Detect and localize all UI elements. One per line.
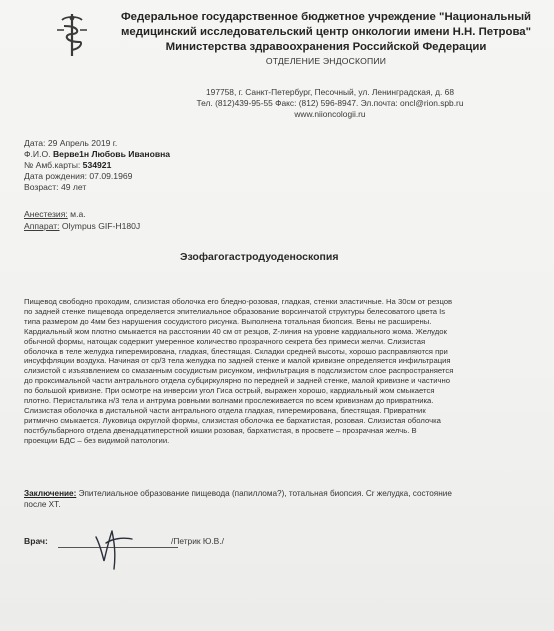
findings-line: типа размером до 4мм без нарушения сосудистого рисунка. Выполнена тотальная биопсия. Вены не расширены. [24,316,432,326]
name-value: Верве1н Любовь Ивановна [52,149,171,159]
device-row [24,221,140,233]
conclusion-text: Эпителиальное образование пищевода (папиллома?), тотальная биопсия. Cr желудка, состояние [78,489,452,498]
phone-line: Тел. (812)439-95-55 Факс: (812) 596-8947. Эл.почта: oncl@rion.spb.ru [196,98,464,108]
date-label: Дата: [24,138,46,148]
doctor-label: Врач: [24,536,48,546]
doctor-signature-block [24,531,284,579]
card-value: 534921 [82,160,112,170]
org-name-line: медицинский исследовательский центр онкологии имени Н.Н. Петрова" [120,26,532,38]
anesthesia-value: м.а. [70,209,86,219]
anesthesia-row [24,209,140,221]
name-label: Ф.И.О. [24,149,51,159]
findings-line: по задней стенке пищевода определяется эпителиальное образование ворсинчатой структуры белесоватого цвета Is [24,306,446,316]
findings-line: Кардиальный жом плотно смыкается на расстоянии 40 см от резцов, Z-линия на уровне кардиального жома. Желудок [24,326,447,336]
birth-date-row [24,171,170,182]
conclusion-line: после ХТ. [24,499,61,509]
card-number-row [24,160,170,171]
org-ministry-line: Министерства здравоохранения Российской Федерации [165,41,487,53]
findings-line: до проксимальной части антрального отдела субциркулярно по передней и задней стенке, малой кривизне и частично [24,376,451,386]
website-line: www.niioncologii.ru [294,109,366,119]
address-line: 197758, г. Санкт-Петербург, Песочный, ул. Ленинградская, д. 68 [206,87,454,97]
findings-line: по большой кривизне. При осмотре на инверсии угол Гиса острый, выражен хорошо, кардиальный жом смыкается [24,386,435,396]
anesthesia-label: Анестезия: [24,209,68,219]
findings-line: Слизистая оболочка в дистальной части антрального отдела гладкая, гиперемирована, блестящая. Привратник [24,405,426,415]
report-title: Эзофагогастродуоденоскопия [180,251,339,263]
findings-text [24,297,544,446]
findings-line: плотно. Перистальтика н/3 тела и антрума ровными волнами прослеживается по всем кривизнам до привратника. [24,396,434,406]
conclusion-label: Заключение: [24,489,77,498]
letterhead [106,10,546,67]
card-label: № Амб.карты: [24,160,81,170]
date-value: 29 Апрель 2019 г. [47,138,118,148]
birth-label: Дата рождения: [24,171,88,181]
findings-line: ритмично смыкается. Луковица округлой формы, слизистая оболочка ее бархатистая, розовая. Слизистая оболочка [24,415,441,425]
conclusion-block [24,489,544,510]
conclusion-line [24,489,544,500]
org-name-line: Федеральное государственное бюджетное учреждение "Национальный [120,11,532,23]
findings-line: проекции БДС – без видимой патологии. [24,435,170,445]
exam-date-row [24,138,170,149]
patient-info [24,138,170,193]
findings-line: слизистой с изъязвлением со смазанным сосудистым рисунком, инфильтрация в подслизистом слое распространяется [24,366,454,376]
age-row [24,182,170,193]
device-value: Olympus GIF-H180J [61,220,141,231]
doctor-name: /Петрик Ю.В./ [171,536,224,546]
device-label: Аппарат: [24,220,60,231]
findings-line: инсуффляции воздуха. Начиная от ср/3 тела желудка по задней стенке и малой кривизне определяется инфильтрация [24,356,451,366]
age-label: Возраст: [24,182,59,192]
findings-line: Пищевод свободно проходим, слизистая оболочка его бледно-розовая, гладкая, стенки эластичные. На 30см от резцов [24,297,453,306]
contact-block [120,87,540,120]
findings-line: обычной формы, натощак содержит умеренное количество прозрачного секрета без примеси желчи. Слизистая [24,336,426,346]
patient-name-row [24,149,170,160]
findings-line: постбульбарного отдела двенадцатиперстной кишки розовая, бархатистая, в просвете – прозрачная желчь. В [24,425,417,435]
age-value: 49 лет [60,182,87,192]
birth-value: 07.09.1969 [89,171,133,181]
department-name: ОТДЕЛЕНИЕ ЭНДОСКОПИИ [265,56,387,66]
institute-logo-icon [52,12,92,58]
handwritten-signature [82,523,162,573]
procedure-meta [24,209,140,232]
findings-line: оболочка в теле желудка гиперемирована, гладкая, блестящая. Складки средней высоты, хорошо расправляются при [24,346,448,356]
